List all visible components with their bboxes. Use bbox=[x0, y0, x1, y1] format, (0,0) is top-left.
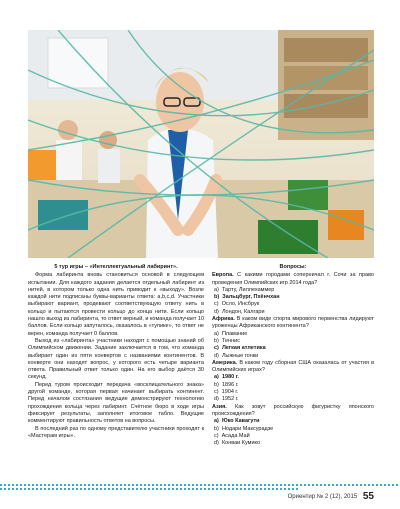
left-column bbox=[28, 264, 204, 440]
answer-option: а) Плавание bbox=[214, 330, 248, 337]
answer-option: b) Нодари Максурадзе bbox=[214, 425, 274, 432]
photo-illustration bbox=[28, 30, 374, 258]
questions-heading: Вопросы: bbox=[279, 264, 307, 270]
page-footer bbox=[288, 491, 374, 502]
answer-option: а) Тарту, Лиллехаммер bbox=[214, 286, 275, 293]
continent-label: Азия. bbox=[212, 403, 227, 410]
footer-divider bbox=[0, 488, 300, 490]
magazine-issue: Ориентир № 2 (12), 2015 bbox=[287, 494, 358, 500]
question-text: С какими городами соперничал г. Сочи за право проведения Олимпийских игр 2014 года? bbox=[212, 272, 374, 286]
question-europe bbox=[212, 272, 374, 287]
continent-label: Африка. bbox=[212, 316, 235, 323]
answer-option-correct: b) Зальцбург, Пхёнчхан bbox=[214, 294, 280, 301]
paragraph-4: В последний раз по одному представителю участники проходят к «Мастерам игры». bbox=[28, 425, 204, 439]
answer-option: c) Осло, Инсбрук bbox=[214, 301, 260, 308]
answer-option: c) 1904 г. bbox=[214, 389, 239, 396]
article-photo bbox=[28, 30, 374, 258]
section-heading: 5 тур игры – «Интеллектуальный лабиринт». bbox=[54, 264, 178, 270]
answer-option: d) Лондон, Калгари bbox=[214, 308, 265, 315]
page-number: 55 bbox=[362, 491, 374, 502]
answer-option-correct: а) 1980 г. bbox=[214, 374, 239, 381]
answer-option: b) 1896 г. bbox=[214, 381, 239, 388]
continent-label: Америка. bbox=[212, 359, 238, 366]
question-america bbox=[212, 360, 374, 375]
paragraph-3: Перед туром происходит передача «восклицательного знака» другой команде, которая первая начинает выбирать континент. Перед началом состязания ведущие демонстрируют технологию прохождения кольца через лабиринт. Счётное бюро в ходе игры фиксирует результаты, заполняет итоговое табло. Ведущие комментируют правильность ответов на вопросы. bbox=[28, 381, 204, 425]
answer-option: c) Асада Май bbox=[214, 432, 250, 439]
answer-option: d) Конваи Кумико bbox=[214, 440, 261, 447]
paragraph-1: Форма лабиринта вновь становиться основой в следующем испытании. Для каждого задания делается отдельный лабиринт из нитей, в котором только одна нить приводит к «выходу». Возле каждой нити подписаны буквы-варианты ответа: a,b,c,d. Участники выбирают вариант, продевают соответствующую ответу нить в кольцо и пытаются провести кольцо до конца нити. Если кольцо нашло выход из лабиринта, то ответ верный, и команда получает 10 баллов. Если кольцо запуталось, оказалось в «тупике», то ответ не верен, команда получает 0 баллов. bbox=[28, 272, 204, 337]
continent-label: Европа. bbox=[212, 272, 234, 279]
question-asia bbox=[212, 404, 374, 419]
answer-option-correct: а) Юко Кавагути bbox=[214, 418, 260, 425]
question-text: В каком виде спорта мирового первенства лидируют уроженцы Африканского континента? bbox=[212, 316, 374, 330]
question-africa bbox=[212, 316, 374, 331]
answer-option: d) 1952 г. bbox=[214, 396, 239, 403]
right-column bbox=[212, 264, 374, 447]
paragraph-2: Выход из «лабиринта» участники находят с помощью знаний об Олимпийском движении. Задание заключается в том, что команда выбирает один из пяти конвертов с названиями континентов. В конверте они находят вопрос, у которого есть четыре варианта ответа. Правильный ответ только один. На его выбор даётся 30 секунд. bbox=[28, 337, 204, 381]
footer-divider bbox=[0, 484, 400, 486]
answer-option: b) Теннис bbox=[214, 337, 240, 344]
answer-option: d) Лыжные гонки bbox=[214, 352, 259, 359]
question-text: Как зовут российскую фигуристку японского происхождения? bbox=[212, 403, 374, 417]
answer-option-correct: c) Легкая атлетика bbox=[214, 345, 266, 352]
question-text: В каком году сборная США оказалась от участия в Олимпийских играх? bbox=[212, 359, 375, 374]
